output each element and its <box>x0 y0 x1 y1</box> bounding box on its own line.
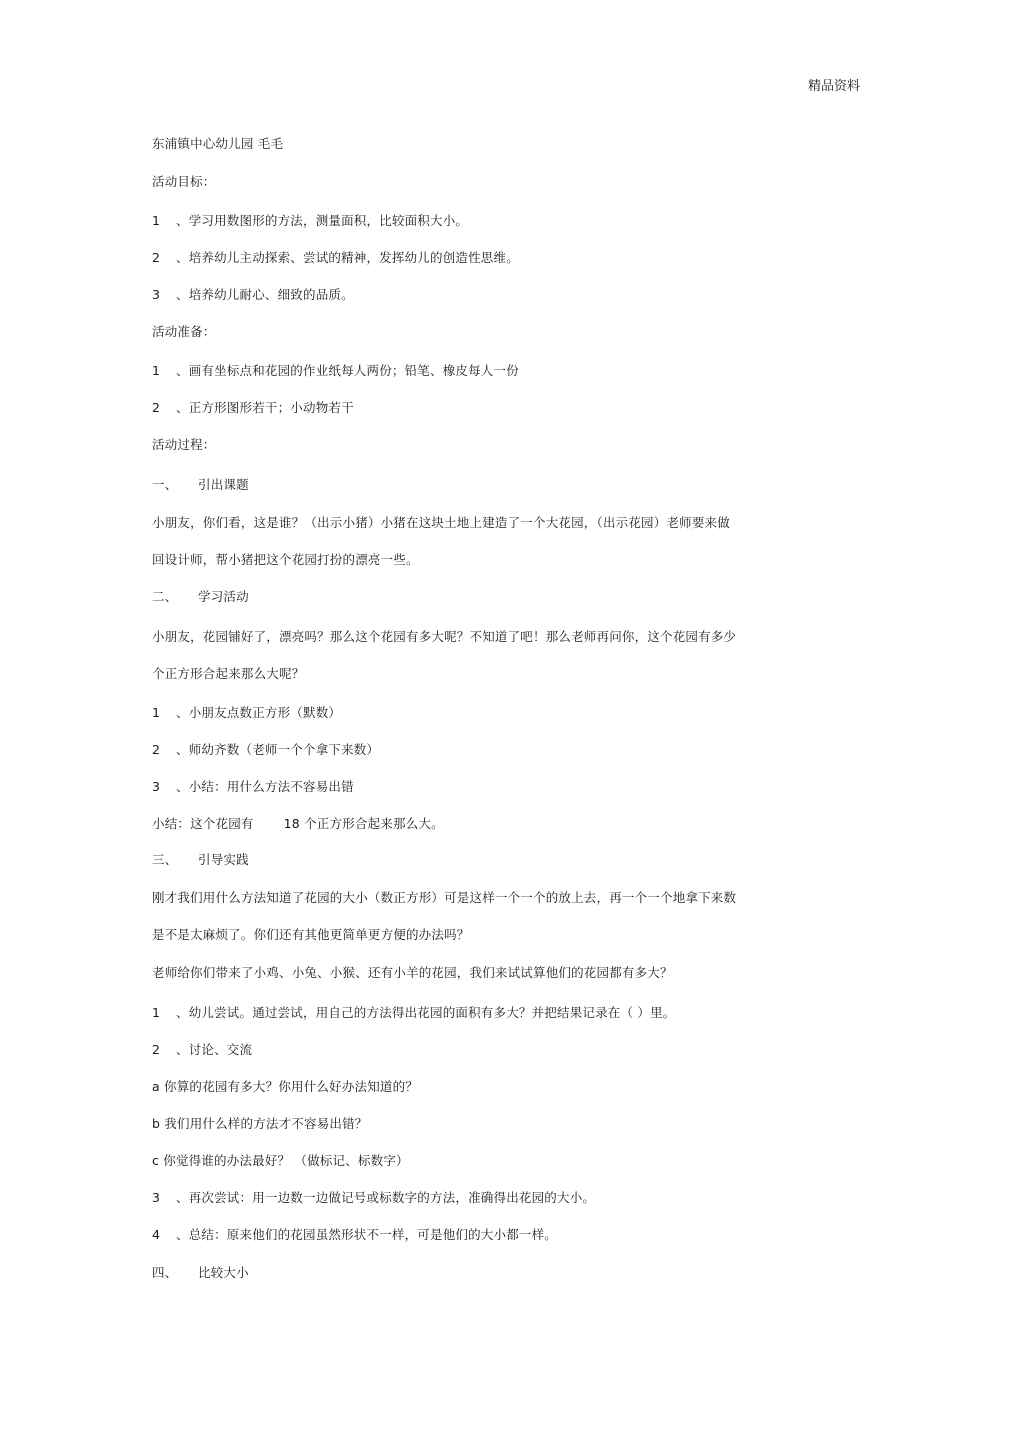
section-title: 学习活动 <box>198 589 249 604</box>
section-number: 四、 <box>152 1265 178 1280</box>
summary-label: 小结：这个花园有 <box>152 816 254 831</box>
paragraph-line: 回设计师，帮小猪把这个花园打扮的漂亮一些。 <box>152 552 419 567</box>
item-number: 1 <box>152 363 161 378</box>
goals-heading: 活动目标： <box>152 174 216 189</box>
section-heading <box>152 588 249 606</box>
section-title: 引出课题 <box>198 477 249 492</box>
paragraph-line: 是不是太麻烦了。你们还有其他更简单更方便的办法吗？ <box>152 927 470 942</box>
item-number: 3 <box>152 287 161 302</box>
section-number: 一、 <box>152 477 178 492</box>
sub-item: b 我们用什么样的方法才不容易出错？ <box>152 1116 368 1131</box>
item-text: 、培养幼儿主动探索、尝试的精神，发挥幼儿的创造性思维。 <box>176 250 519 265</box>
item-number: 3 <box>152 1190 161 1205</box>
item-text: 、讨论、交流 <box>176 1042 253 1057</box>
section-title: 引导实践 <box>198 852 249 867</box>
item-text: 、幼儿尝试。通过尝试，用自己的方法得出花园的面积有多大？并把结果记录在（ ）里。 <box>176 1005 676 1020</box>
list-item <box>152 704 341 722</box>
goal-item <box>152 286 354 304</box>
section-number: 三、 <box>152 852 178 867</box>
item-number: 2 <box>152 742 161 757</box>
sub-item: c 你觉得谁的办法最好？ （做标记、标数字） <box>152 1153 409 1168</box>
item-number: 1 <box>152 213 161 228</box>
sub-item: a 你算的花园有多大？你用什么好办法知道的？ <box>152 1079 419 1094</box>
prep-item <box>152 399 354 417</box>
goal-item <box>152 249 519 267</box>
paragraph-line: 老师给你们带来了小鸡、小兔、小猴、还有小羊的花园，我们来试试算他们的花园都有多大？ <box>152 965 673 980</box>
prep-heading: 活动准备： <box>152 324 216 339</box>
list-item <box>152 1226 557 1244</box>
paragraph-line: 小朋友，花园铺好了，漂亮吗？那么这个花园有多大呢？不知道了吧！那么老师再问你，这个花园有多少 <box>152 629 737 644</box>
summary-value: 18 个正方形合起来那么大。 <box>283 816 444 831</box>
section-number: 二、 <box>152 589 178 604</box>
section-title: 比较大小 <box>198 1265 249 1280</box>
item-number: 4 <box>152 1227 161 1242</box>
item-number: 2 <box>152 400 161 415</box>
summary-line <box>152 815 444 833</box>
item-text: 、画有坐标点和花园的作业纸每人两份；铅笔、橡皮每人一份 <box>176 363 519 378</box>
item-text: 、培养幼儿耐心、细致的品质。 <box>176 287 354 302</box>
item-text: 、学习用数图形的方法，测量面积，比较面积大小。 <box>176 213 469 228</box>
item-text: 、正方形图形若干；小动物若干 <box>176 400 354 415</box>
section-heading <box>152 851 249 869</box>
item-text: 、小朋友点数正方形（默数） <box>176 705 342 720</box>
list-item <box>152 778 354 796</box>
goal-item <box>152 212 468 230</box>
header-note: 精品资料 <box>808 79 861 94</box>
list-item <box>152 1189 595 1207</box>
list-item <box>152 1004 675 1022</box>
list-item <box>152 741 379 759</box>
prep-item <box>152 362 519 380</box>
item-number: 2 <box>152 1042 161 1057</box>
list-item <box>152 1041 252 1059</box>
item-text: 、再次尝试：用一边数一边做记号或标数字的方法，准确得出花园的大小。 <box>176 1190 596 1205</box>
section-heading <box>152 1264 249 1282</box>
item-text: 、师幼齐数（老师一个个拿下来数） <box>176 742 380 757</box>
process-heading: 活动过程： <box>152 437 216 452</box>
author-line: 东浦镇中心幼儿园 毛毛 <box>152 136 284 151</box>
item-number: 3 <box>152 779 161 794</box>
item-number: 1 <box>152 1005 161 1020</box>
item-text: 、总结：原来他们的花园虽然形状不一样，可是他们的大小都一样。 <box>176 1227 558 1242</box>
section-heading <box>152 476 249 494</box>
paragraph-line: 刚才我们用什么方法知道了花园的大小（数正方形）可是这样一个一个的放上去，再一个一个地拿下来数 <box>152 890 737 905</box>
item-number: 2 <box>152 250 161 265</box>
item-number: 1 <box>152 705 161 720</box>
paragraph-line: 小朋友，你们看，这是谁？（出示小猪）小猪在这块土地上建造了一个大花园，（出示花园）老师要来做 <box>152 515 730 530</box>
paragraph-line: 个正方形合起来那么大呢？ <box>152 666 305 681</box>
item-text: 、小结：用什么方法不容易出错 <box>176 779 354 794</box>
